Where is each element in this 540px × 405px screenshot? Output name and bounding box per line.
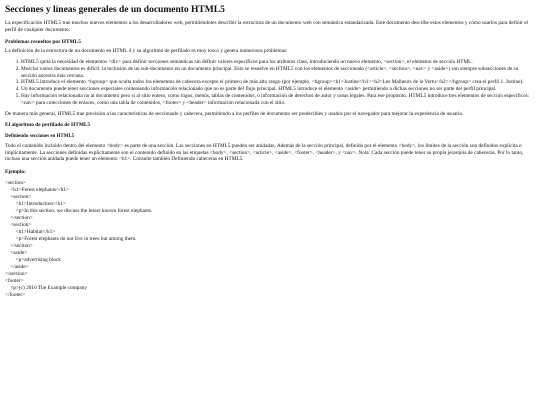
list-item: 4. Un documento puede tener secciones especiales conteniendo información relacionado que no es parte del flujo principal. HTML5 introduce el elemento <aside> permitiendo a dichas secciones no ser parte del perfil principal. xyxy=(21,86,534,93)
page-title: Secciones y líneas generales de un documento HTML5 xyxy=(5,5,225,15)
problems-summary: De manera más general, HTML5 trae precisión a las características de seccionado y cabecera, permitiendo a los perfiles de documento ser predecibles y usados por el navegador para mejorar la experiencia de usuario. xyxy=(5,110,464,117)
intro-paragraph: La especificación HTML5 trae muchos nuevos elementos a los desarrolladores web, permitiéndoles describir la estructura de un documento web con semántica estandarizada. Este documento describe estos elementos y cómo usarlos para definir el perfil de cualquier documento. xyxy=(5,20,529,34)
list-item: 3. HTML5 introduce el elemento <hgroup> que oculta todos los elementos de cabecera excepto el primero de más alto rango (por ejemplo, <hgroup><h1>Justine</h1><h2>Les Malheurs de la Vertu</h2></hgroup> crea el perfil 1. Justine). xyxy=(21,79,534,86)
problems-heading: Problemas resueltos por HTML5 xyxy=(5,38,81,45)
algorithm-heading: El algoritmo de perfilado de HTML5 xyxy=(5,122,91,129)
problems-lead: La definición de la estructura de un documento en HTML 4 y su algoritmo de perfilado es muy tosco y genera numerosos problemas: xyxy=(5,48,288,55)
example-label: Ejemplo: xyxy=(5,169,26,176)
list-item: 1. HTML5 quita la necesidad de elementos <div> para definir secciones semánticas sin definir valores específicos para los atributos class, introduciendo un nuevo elemento, <section>, el elemento de sección HTML. xyxy=(21,59,534,66)
problems-list xyxy=(5,59,534,106)
list-item: 2. Mezclar varios documentos es difícil: la inclusión de un sub-documento en un documento principal. Esto se resuelve en HTML5 con los elementos de seccionado (<article>, <section>, <nav> y <aside>) son siempre subsecciones de su sección ancestra más cercana. xyxy=(21,66,534,80)
algorithm-subheading: Definiendo secciones en HTML5 xyxy=(5,133,75,139)
algorithm-body: Todo el contenido incluido dentro del elemento <body> es parte de una sección. Las secciones en HTML5 pueden ser anidadas. Además de la sección principal, definida por el elemento <body>, los límites de la sección son definidos explícita o implícitamente. La secciones definidas explícitamente son el contenido definido en las etiquetas <body>, <section>, <article>, <aside>, <footer>, <header>, y <nav>. Nota: Cada sección puede tener su propia jerarquía de cabeceras. Por lo tanto, incluso una sección anidada puede tener un elemento <h1>. Consulte también Definiendo cabeceras en HTML5. xyxy=(5,142,524,163)
example-code-block: <section> <h1>Forest elephants</h1> <section> <h1>Introduction</h1> <p>In this section, we discuss the lesser known forest elephants. </section> <section> <h1>Habitat</h1> <p>Forest elephants do not live in trees but among them. </section> <aside> <p>advertising block </aside> </section> <footer> <p>(c) 2010 The Example company </footer> xyxy=(5,179,153,298)
list-item: 5. Hay información relacionada no al documento pero si al sitio entero, como logos, menús, tablas de contenidos, o información de derechos de autor y notas legales. Para ese propósito, HTML5 introduce tres elementos de sección específicos: <nav> para colecciones de enlaces, como una tabla de contenidos, <footer> y <header> información relacionada con el sitio. xyxy=(21,93,534,107)
